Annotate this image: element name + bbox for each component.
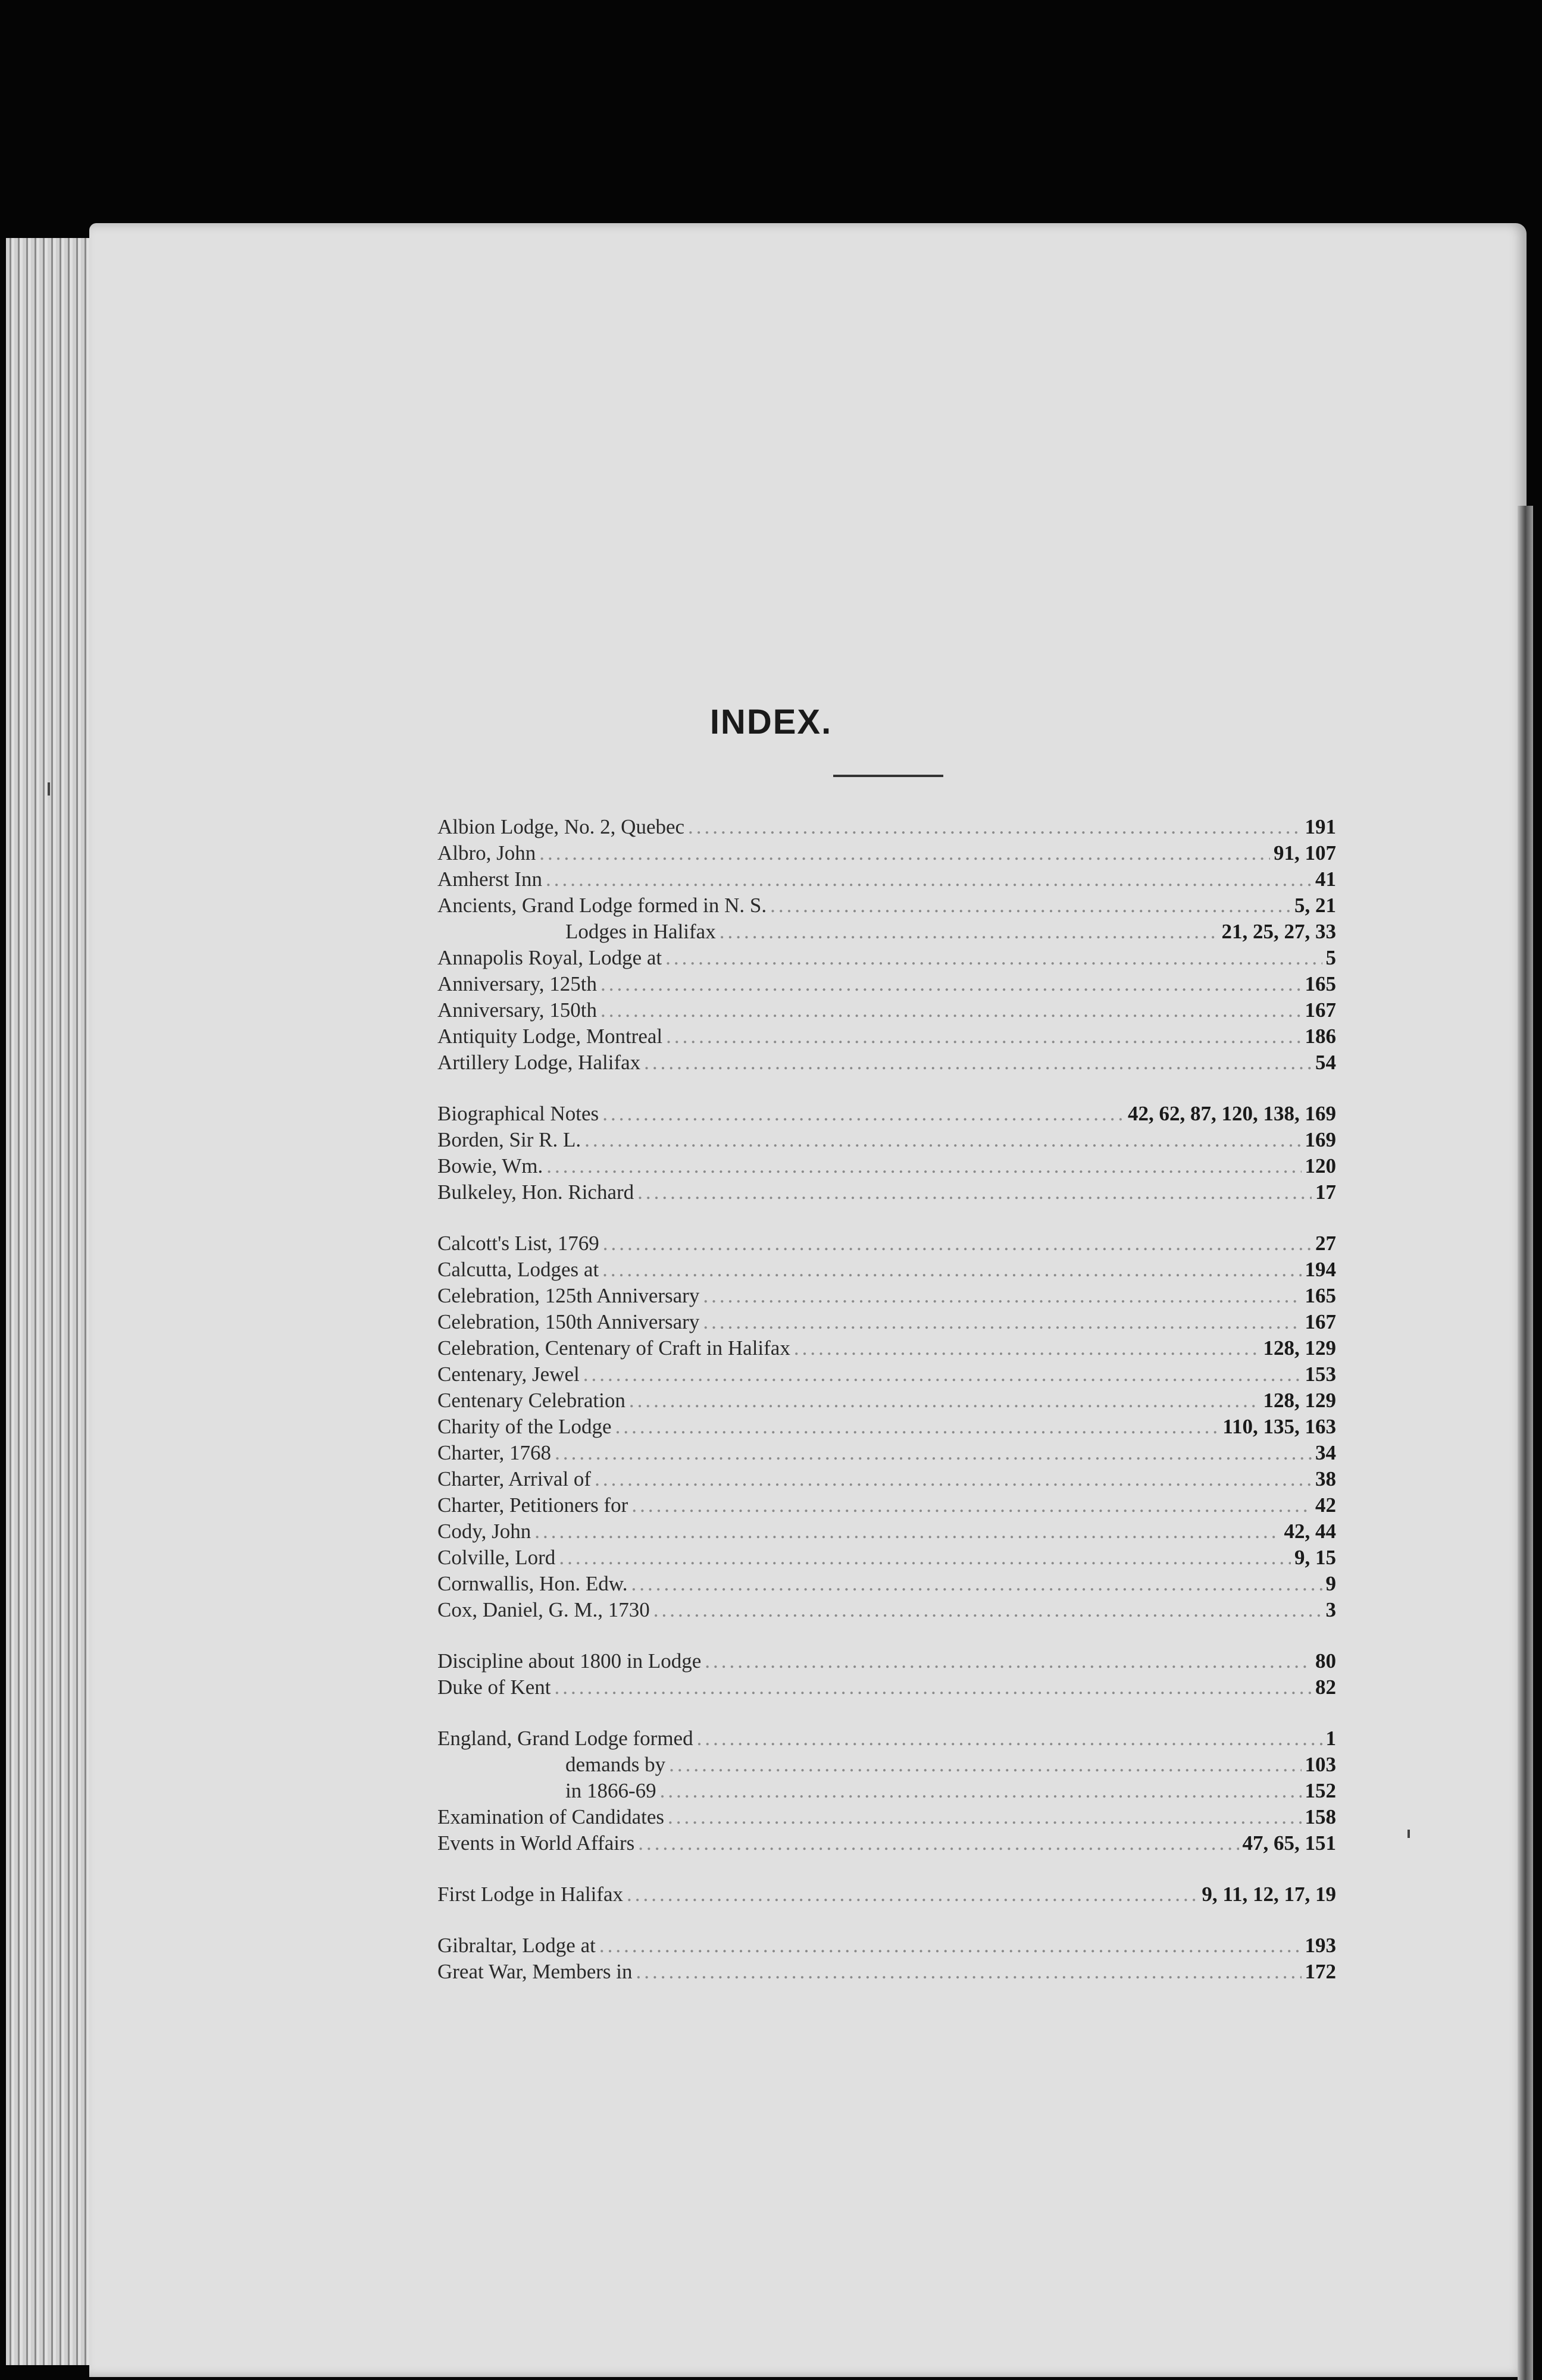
index-entry [437, 1804, 1336, 1830]
dot-leader [555, 1674, 1312, 1701]
index-entry-pages: 110, 135, 163 [1222, 1415, 1336, 1438]
dot-leader [720, 919, 1218, 945]
index-entry-text: Charter, Arrival of [437, 1467, 592, 1490]
index-entry [437, 814, 1336, 840]
dot-leader [668, 1804, 1301, 1830]
index-entry-pages: 80 [1315, 1649, 1336, 1673]
index-entry [437, 1959, 1336, 1985]
index-entry-text: Charity of the Lodge [437, 1415, 612, 1438]
index-entry-text: England, Grand Lodge formed [437, 1727, 693, 1750]
index-entry-pages: 9 [1325, 1572, 1336, 1595]
index-entry-text: First Lodge in Halifax [437, 1883, 624, 1906]
index-entry-pages: 120 [1305, 1154, 1336, 1178]
index-entry [437, 1752, 1336, 1778]
index-entry-text: Bulkeley, Hon. Richard [437, 1180, 634, 1204]
dot-leader [636, 1959, 1302, 1985]
index-entry [437, 866, 1336, 892]
index-entry [437, 1388, 1336, 1414]
group-gap [437, 1623, 1336, 1648]
index-entry-pages: 3 [1325, 1598, 1336, 1621]
index-entry-pages: 47, 65, 151 [1242, 1831, 1336, 1855]
dot-leader [660, 1778, 1302, 1804]
index-entry-text: Events in World Affairs [437, 1831, 635, 1855]
dot-leader [546, 1153, 1301, 1179]
index-list [437, 814, 1336, 1985]
margin-mark [48, 782, 50, 796]
dot-leader [644, 1050, 1312, 1076]
index-entry-text: Celebration, 150th Anniversary [437, 1310, 700, 1333]
dot-leader [637, 1179, 1312, 1205]
index-entry-text: Anniversary, 150th [437, 998, 597, 1022]
margin-mark [1407, 1830, 1410, 1838]
dot-leader [602, 1257, 1301, 1283]
dot-leader [583, 1361, 1302, 1388]
index-entry-pages: 5 [1325, 946, 1336, 969]
dot-leader [603, 1230, 1312, 1257]
index-entry-text: Artillery Lodge, Halifax [437, 1051, 641, 1074]
index-entry [437, 840, 1336, 866]
dot-leader [539, 840, 1270, 866]
index-entry [437, 1050, 1336, 1076]
index-entry-text: Cox, Daniel, G. M., 1730 [437, 1598, 650, 1621]
group-gap [437, 1908, 1336, 1933]
index-entry [437, 1933, 1336, 1959]
index-entry-pages: 17 [1315, 1180, 1336, 1204]
dot-leader [770, 892, 1291, 919]
index-entry [437, 1726, 1336, 1752]
dot-leader [627, 1881, 1198, 1908]
index-entry-text: Anniversary, 125th [437, 972, 597, 995]
index-entry-pages: 9, 15 [1294, 1546, 1336, 1569]
index-entry [437, 1153, 1336, 1179]
index-entry-text: Borden, Sir R. L. [437, 1128, 581, 1151]
dot-leader [697, 1726, 1322, 1752]
page-stack-edges [6, 238, 95, 2365]
index-entry [437, 1545, 1336, 1571]
index-entry-pages: 152 [1305, 1779, 1336, 1802]
index-entry [437, 945, 1336, 971]
index-entry-text: Gibraltar, Lodge at [437, 1934, 596, 1957]
index-entry-pages: 158 [1305, 1805, 1336, 1828]
index-entry [437, 1881, 1336, 1908]
index-entry-pages: 34 [1315, 1441, 1336, 1464]
index-entry-text: Cody, John [437, 1520, 531, 1543]
dot-leader [669, 1752, 1301, 1778]
index-entry-pages: 167 [1305, 998, 1336, 1022]
index-entry-text: Discipline about 1800 in Lodge [437, 1649, 702, 1673]
dot-leader [653, 1597, 1322, 1623]
index-entry-pages: 91, 107 [1274, 841, 1336, 865]
index-entry-text: Charter, Petitioners for [437, 1493, 628, 1517]
index-entry-text: Cornwallis, Hon. Edw. [437, 1572, 628, 1595]
group-gap [437, 1701, 1336, 1726]
index-entry [437, 1127, 1336, 1153]
index-entry-text: Bowie, Wm. [437, 1154, 543, 1178]
index-entry [437, 1283, 1336, 1309]
index-entry-pages: 38 [1315, 1467, 1336, 1490]
index-entry-pages: 172 [1305, 1960, 1336, 1983]
index-entry-text: Calcutta, Lodges at [437, 1258, 599, 1281]
title-rule [833, 775, 943, 777]
index-entry-pages: 153 [1305, 1363, 1336, 1386]
index-entry [437, 1023, 1336, 1050]
index-entry-text: demands by [565, 1753, 666, 1776]
index-entry [437, 1257, 1336, 1283]
index-entry-pages: 169 [1305, 1128, 1336, 1151]
index-entry-pages: 165 [1305, 972, 1336, 995]
index-entry-text: Calcott's List, 1769 [437, 1232, 599, 1255]
dot-leader [602, 1101, 1124, 1127]
group-gap [437, 1856, 1336, 1881]
index-entry-text: Antiquity Lodge, Montreal [437, 1025, 663, 1048]
index-entry-text: Biographical Notes [437, 1102, 599, 1125]
page-right-edge [1518, 506, 1533, 2380]
dot-leader [546, 866, 1312, 892]
index-entry-pages: 103 [1305, 1753, 1336, 1776]
index-entry-text: Lodges in Halifax [565, 920, 716, 943]
index-entry [437, 1309, 1336, 1335]
dot-leader [600, 997, 1302, 1023]
index-entry [437, 1492, 1336, 1518]
index-entry-text: Amherst Inn [437, 868, 542, 891]
index-entry [437, 1778, 1336, 1804]
index-entry [437, 1466, 1336, 1492]
index-entry-pages: 1 [1325, 1727, 1336, 1750]
index-entry [437, 1830, 1336, 1856]
index-entry-pages: 5, 21 [1294, 894, 1336, 917]
index-entry-pages: 194 [1305, 1258, 1336, 1281]
index-entry [437, 997, 1336, 1023]
index-entry-pages: 165 [1305, 1284, 1336, 1307]
dot-leader [703, 1283, 1301, 1309]
dot-leader [665, 945, 1322, 971]
index-entry-pages: 191 [1305, 815, 1336, 838]
index-entry-text: Centenary, Jewel [437, 1363, 580, 1386]
index-entry-text: Duke of Kent [437, 1676, 551, 1699]
index-entry-pages: 27 [1315, 1232, 1336, 1255]
index-entry-text: Great War, Members in [437, 1960, 633, 1983]
index-entry-text: Examination of Candidates [437, 1805, 665, 1828]
index-entry-pages: 186 [1305, 1025, 1336, 1048]
dot-leader [631, 1492, 1312, 1518]
dot-leader [688, 814, 1301, 840]
index-entry [437, 971, 1336, 997]
dot-leader [794, 1335, 1260, 1361]
dot-leader [559, 1545, 1291, 1571]
index-entry-text: Celebration, 125th Anniversary [437, 1284, 700, 1307]
index-entry [437, 1361, 1336, 1388]
index-entry-pages: 128, 129 [1263, 1336, 1336, 1360]
dot-leader [638, 1830, 1238, 1856]
index-entry-text: Colville, Lord [437, 1546, 556, 1569]
index-entry [437, 919, 1336, 945]
index-entry-pages: 42, 62, 87, 120, 138, 169 [1128, 1102, 1336, 1125]
index-entry-pages: 9, 11, 12, 17, 19 [1202, 1883, 1336, 1906]
index-entry-text: Albro, John [437, 841, 536, 865]
dot-leader [600, 971, 1302, 997]
index-entry-text: Celebration, Centenary of Craft in Halifax [437, 1336, 790, 1360]
index-entry [437, 1518, 1336, 1545]
index-entry [437, 1597, 1336, 1623]
dot-leader [534, 1518, 1280, 1545]
index-entry [437, 1674, 1336, 1701]
dot-leader [703, 1309, 1301, 1335]
dot-leader [595, 1466, 1312, 1492]
dot-leader [631, 1571, 1322, 1597]
group-gap [437, 1076, 1336, 1101]
dot-leader [599, 1933, 1302, 1959]
index-entry-pages: 54 [1315, 1051, 1336, 1074]
dot-leader [629, 1388, 1260, 1414]
index-entry [437, 1101, 1336, 1127]
index-entry [437, 892, 1336, 919]
index-entry-text: Charter, 1768 [437, 1441, 552, 1464]
dot-leader [615, 1414, 1219, 1440]
dot-leader [555, 1440, 1312, 1466]
index-entry-pages: 167 [1305, 1310, 1336, 1333]
index-entry [437, 1440, 1336, 1466]
index-entry [437, 1179, 1336, 1205]
index-entry-text: Albion Lodge, No. 2, Quebec [437, 815, 685, 838]
index-entry-pages: 41 [1315, 868, 1336, 891]
index-entry-text: Ancients, Grand Lodge formed in N. S. [437, 894, 767, 917]
index-entry-text: Centenary Celebration [437, 1389, 625, 1412]
index-entry-pages: 128, 129 [1263, 1389, 1336, 1412]
index-entry-pages: 42, 44 [1284, 1520, 1336, 1543]
index-entry [437, 1414, 1336, 1440]
index-entry-text: in 1866-69 [565, 1779, 656, 1802]
group-gap [437, 1205, 1336, 1230]
dot-leader [705, 1648, 1312, 1674]
index-entry [437, 1648, 1336, 1674]
dot-leader [584, 1127, 1301, 1153]
dot-leader [666, 1023, 1301, 1050]
index-title: INDEX. [709, 703, 833, 741]
index-entry [437, 1230, 1336, 1257]
index-entry-pages: 21, 25, 27, 33 [1221, 920, 1336, 943]
index-entry [437, 1335, 1336, 1361]
index-entry-text: Annapolis Royal, Lodge at [437, 946, 662, 969]
index-entry-pages: 42 [1315, 1493, 1336, 1517]
index-entry-pages: 193 [1305, 1934, 1336, 1957]
index-entry-pages: 82 [1315, 1676, 1336, 1699]
index-entry [437, 1571, 1336, 1597]
